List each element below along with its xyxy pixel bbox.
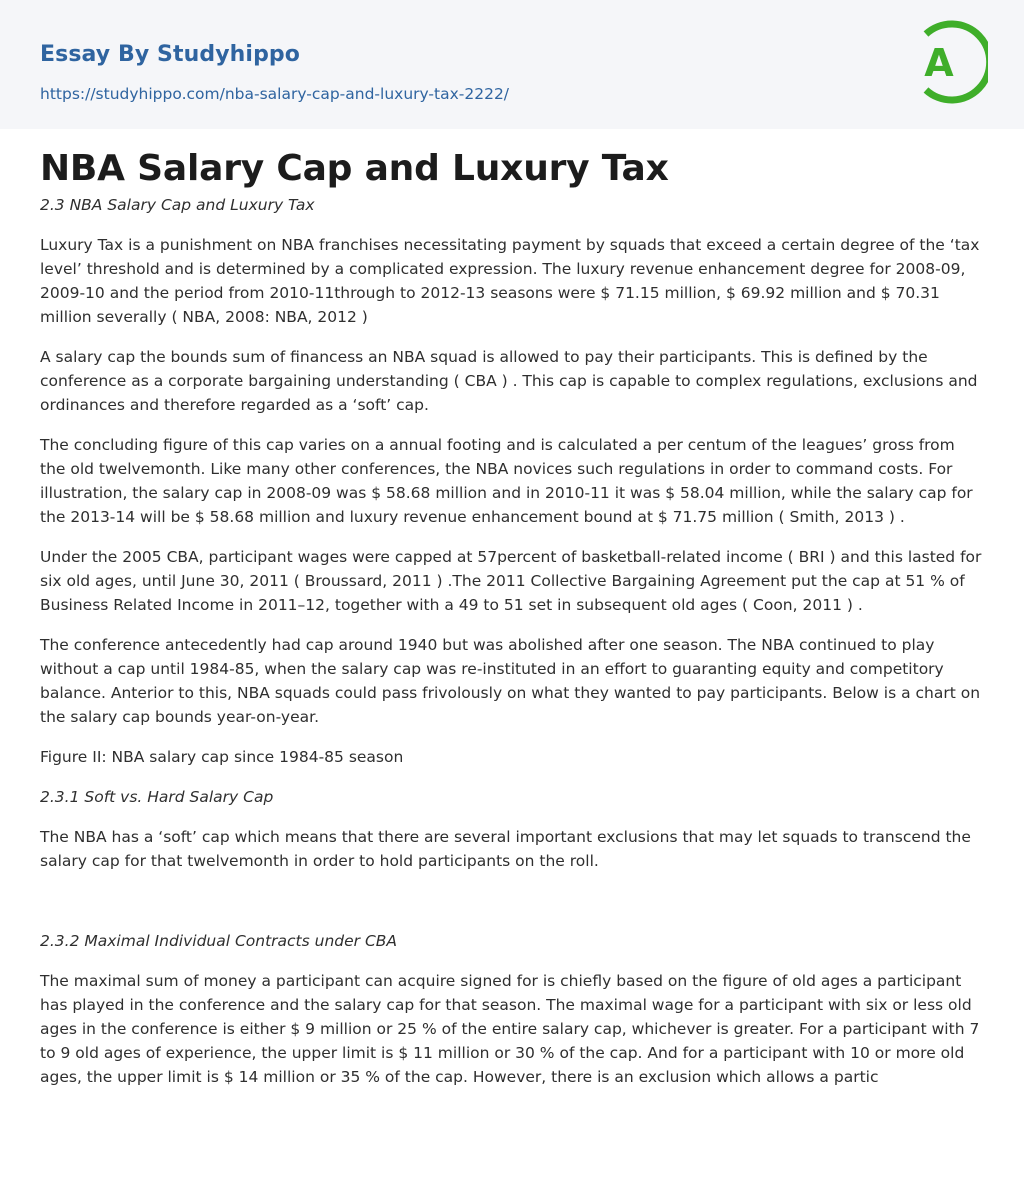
logo-letter: A — [924, 41, 954, 85]
site-brand[interactable]: Essay By Studyhippo — [40, 42, 300, 67]
paragraph-max-contracts: The maximal sum of money a participant can acquire signed for is chiefly based on the figure of old ages a participant has played in the conference and the salary cap for that season. The maximal wage for a participant with six or less old ages in the conference is either $ 9 million or 25 % of the entire salary cap, whichever is greater. For a participant with 7 to 9 old ages of experience, the upper limit is $ 11 million or 30 % of the cap. And for a participant with 10 or more old ages, the upper limit is $ 14 million or 35 % of the cap. However, there is an exclusion which allows a partic — [40, 972, 980, 1086]
paragraph-luxury-tax: Luxury Tax is a punishment on NBA franchises necessitating payment by squads that exceed a certain degree of the ‘tax level’ threshold and is determined by a complicated expression. The luxury revenue enhancement degree for 2008-09, 2009-10 and the period from 2010-11through to 2012-13 seasons were $ 71.15 million, $ 69.92 million and $ 70.31 million severally ( NBA, 2008: NBA, 2012 ) — [40, 236, 980, 326]
site-header — [0, 0, 1024, 129]
section-heading-2-3: 2.3 NBA Salary Cap and Luxury Tax — [40, 196, 315, 214]
paragraph-soft-cap: The NBA has a ‘soft’ cap which means that there are several important exclusions that may let squads to transcend the salary cap for that twelvemonth in order to hold participants on the roll. — [40, 828, 971, 870]
page-title: NBA Salary Cap and Luxury Tax — [40, 148, 669, 189]
paragraph-cap-origin: The conference antecedently had cap around 1940 but was abolished after one season. The NBA continued to play without a cap until 1984-85, when the salary cap was re-instituted in an effort to guaranting equity and competitory balance. Anterior to this, NBA squads could pass frivolously on what they wanted to pay participants. Below is a chart on the salary cap bounds year-on-year. — [40, 636, 981, 726]
paragraph-cba-history: Under the 2005 CBA, participant wages were capped at 57percent of basketball-related income ( BRI ) and this lasted for six old ages, until June 30, 2011 ( Broussard, 2011 ) .The 2011 Collective Bargaining Agreement put the cap at 51 % of Business Related Income in 2011–12, together with a 49 to 51 set in subsequent old ages ( Coon, 2011 ) . — [40, 548, 982, 614]
studyhippo-logo-icon[interactable] — [912, 18, 988, 106]
figure-caption: Figure II: NBA salary cap since 1984-85 season — [40, 748, 404, 766]
paragraph-salary-cap-definition: A salary cap the bounds sum of financess an NBA squad is allowed to pay their participants. This is defined by the conference as a corporate bargaining understanding ( CBA ) . This cap is capable to complex regulations, exclusions and ordinances and therefore regarded as a ‘soft’ cap. — [40, 348, 978, 414]
paragraph-cap-figures: The concluding figure of this cap varies on a annual footing and is calculated a per centum of the leagues’ gross from the old twelvemonth. Like many other conferences, the NBA novices such regulations in order to command costs. For illustration, the salary cap in 2008-09 was $ 58.68 million and in 2010-11 it was $ 58.04 million, while the salary cap for the 2013-14 will be $ 58.68 million and luxury revenue enhancement bound at $ 71.75 million ( Smith, 2013 ) . — [40, 436, 973, 526]
section-spacer — [40, 889, 984, 929]
source-url-link[interactable]: https://studyhippo.com/nba-salary-cap-and-luxury-tax-2222/ — [40, 85, 510, 103]
article — [0, 129, 1024, 1089]
section-heading-2-3-2: 2.3.2 Maximal Individual Contracts under CBA — [40, 932, 398, 950]
section-heading-2-3-1: 2.3.1 Soft vs. Hard Salary Cap — [40, 788, 274, 806]
